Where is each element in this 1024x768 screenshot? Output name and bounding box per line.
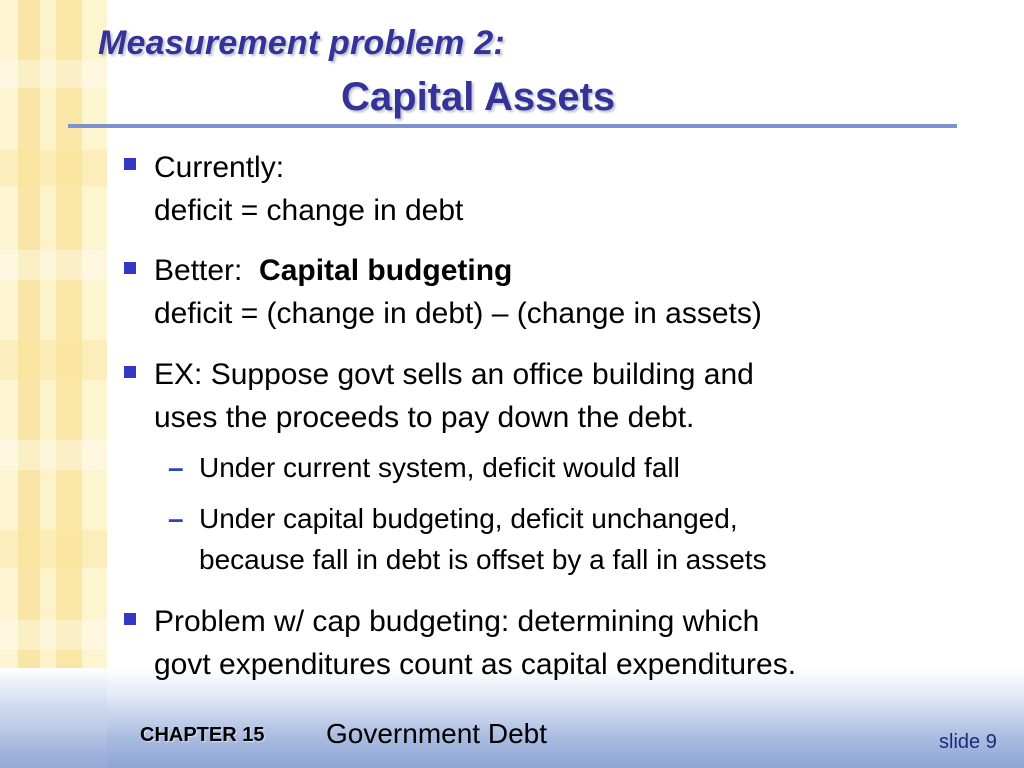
bullet-1-line1: Currently:: [154, 151, 285, 184]
bullet-3-line1: EX: Suppose govt sells an office building and: [154, 358, 754, 391]
footer-chapter-title: Government Debt: [326, 718, 547, 749]
footer-chapter-label: CHAPTER 15: [140, 724, 265, 746]
bullet-2-line2: deficit = (change in debt) – (change in assets): [154, 297, 762, 330]
sub-bullet-dash: –: [168, 503, 184, 534]
bullet-3-line2: uses the proceeds to pay down the debt.: [154, 401, 695, 434]
bullet-2-line1: [154, 249, 512, 293]
bullet-marker: [124, 613, 136, 625]
bullet-4-line1: Problem w/ cap budgeting: determining which: [154, 605, 760, 638]
bullet-4-line2: govt expenditures count as capital expenditures.: [154, 648, 797, 681]
bullet-2-prefix: Better:: [154, 254, 260, 287]
bullet-1-line2: deficit = change in debt: [154, 194, 464, 227]
slide-number: slide 9: [939, 731, 997, 753]
slide-title-line2: Capital Assets: [341, 75, 616, 119]
sub-bullet-2-line2: because fall in debt is offset by a fall in assets: [199, 544, 767, 575]
bullet-marker: [124, 262, 136, 274]
footer-strip-overlay: [0, 668, 107, 768]
decorative-strip: [0, 0, 107, 768]
title-divider: [68, 124, 957, 128]
sub-bullet-1-line1: Under current system, deficit would fall: [199, 452, 680, 483]
sub-bullet-dash: –: [168, 452, 184, 483]
bullet-2-bold: Capital budgeting: [259, 254, 513, 287]
sub-bullet-2-line1: Under capital budgeting, deficit unchanged,: [199, 503, 738, 534]
bullet-marker: [124, 158, 136, 170]
slide-title-line1: Measurement problem 2:: [98, 24, 505, 62]
bullet-marker: [124, 366, 136, 378]
